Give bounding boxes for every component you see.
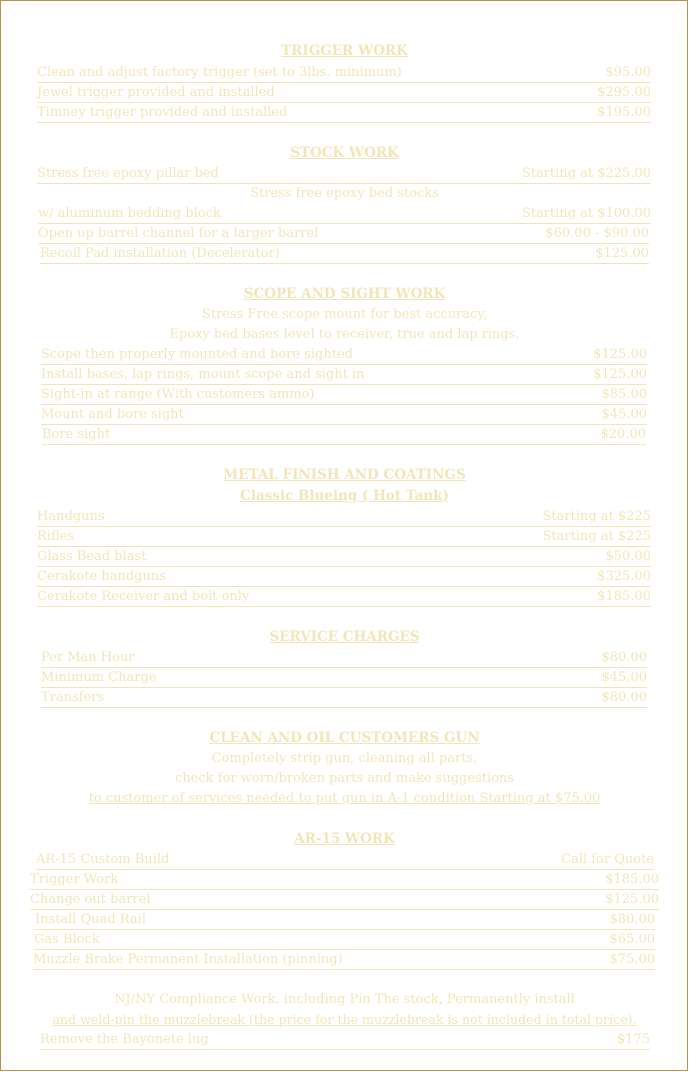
price-row (35, 911, 655, 930)
scope-description-line: Epoxy bed bases level to receiver, true and lap rings, (169, 327, 520, 342)
metal-finish-heading: METAL FINISH AND COATINGS (223, 467, 466, 483)
item-label: Per Man Hour (41, 650, 135, 665)
price-row (41, 386, 647, 405)
item-label: Open up barrel channel for a larger barrel (38, 226, 319, 241)
price-row (36, 851, 654, 870)
item-price: $185.00 (605, 872, 659, 887)
price-row (38, 225, 649, 244)
item-label: Jewel trigger provided and installed (37, 85, 275, 100)
price-row (38, 205, 651, 224)
item-price: $195.00 (597, 105, 651, 120)
price-row (41, 406, 647, 425)
compliance-description-line: and weld-pin the muzzlebreak (the price for the muzzlebreak is not included in total price). (52, 1012, 637, 1027)
item-price: $65.00 (609, 932, 655, 947)
price-row (40, 1031, 650, 1050)
item-label: Stress free epoxy pillar bed (37, 166, 219, 181)
price-row (41, 649, 647, 668)
item-label: Muzzle Brake Permanent Installation (pinning) (33, 952, 343, 967)
price-row (34, 931, 655, 950)
item-price: Starting at $100.00 (521, 206, 651, 221)
metal-finish-subtitle: Classic Blueing ( Hot Tank) (240, 488, 449, 504)
price-row (37, 548, 651, 567)
item-price: $295.00 (597, 85, 651, 100)
service-charges-heading: SERVICE CHARGES (269, 629, 420, 645)
item-label: Mount and bore sight (41, 407, 184, 422)
item-price: $125.00 (605, 892, 659, 907)
price-row (41, 669, 647, 688)
item-label: Remove the Bayonete lug (40, 1032, 209, 1047)
item-price: $125.00 (593, 367, 647, 382)
item-label: Timney trigger provided and installed (37, 105, 288, 120)
price-row (41, 346, 647, 365)
item-price: Starting at $225 (542, 509, 651, 524)
price-row (37, 528, 651, 547)
item-label: Scope then properly mounted and bore sighted (41, 347, 353, 362)
item-label: Cerakote Receiver and bolt only (37, 589, 250, 604)
price-row (37, 64, 651, 83)
item-label: AR-15 Custom Build (36, 852, 170, 867)
item-price: Starting at $225 (542, 529, 651, 544)
item-price: $325.00 (597, 569, 651, 584)
price-row (33, 951, 655, 970)
item-label: Transfers (41, 690, 105, 705)
price-row (40, 245, 649, 264)
ar15-work-heading: AR-15 WORK (294, 831, 395, 847)
clean-oil-heading: CLEAN AND OIL CUSTOMERS GUN (209, 730, 480, 746)
price-row (37, 84, 651, 103)
item-price: $125.00 (593, 347, 647, 362)
price-row (37, 165, 651, 184)
clean-description-line: to customer of services needed to put gun in A-1 condition Starting at $75.00 (88, 791, 601, 806)
item-label: w/ aluminum bedding block (38, 206, 221, 221)
clean-description-line: check for worn/broken parts and make suggestions (175, 771, 514, 786)
price-row (42, 426, 646, 445)
item-price: $80.00 (601, 690, 647, 705)
price-row (30, 871, 659, 890)
item-label: Trigger Work (30, 872, 119, 887)
item-price: $175 (616, 1032, 650, 1047)
compliance-description-line: NJ/NY Compliance Work, including Pin The stock, Permanently install (114, 992, 575, 1007)
price-row (37, 104, 651, 123)
item-price: $50.00 (605, 549, 651, 564)
item-price: $80.00 (609, 912, 655, 927)
item-price: $20.00 (600, 427, 646, 442)
item-price: $45.00 (601, 407, 647, 422)
stock-work-heading: STOCK WORK (290, 145, 399, 161)
price-row (37, 568, 651, 587)
scope-description-line: Stress Free scope mount for best accuracy, (201, 307, 488, 322)
stock-subtitle: Stress free epoxy bed stocks (250, 186, 439, 201)
item-label: Recoil Pad installation (Decelerator) (40, 246, 280, 261)
item-label: Minimum Charge (41, 670, 157, 685)
item-label: Cerakote handguns (37, 569, 166, 584)
item-price: $185.00 (597, 589, 651, 604)
trigger-work-heading: TRIGGER WORK (281, 43, 408, 59)
item-price: $45.00 (601, 670, 647, 685)
item-price: $95.00 (605, 65, 651, 80)
item-label: Bore sight (42, 427, 111, 442)
price-row (30, 891, 659, 910)
item-label: Install Quad Rail (35, 912, 146, 927)
price-row (41, 689, 647, 708)
item-price: $125.00 (595, 246, 649, 261)
item-price: Call for Quote (561, 852, 654, 867)
clean-description-line: Completely strip gun, cleaning all parts, (211, 751, 478, 766)
price-row (37, 508, 651, 527)
item-label: Change out barrel (30, 892, 151, 907)
item-price: $85.00 (601, 387, 647, 402)
price-row (37, 588, 651, 607)
item-price: Starting at $225.00 (521, 166, 651, 181)
item-label: Install bases, lap rings, mount scope and sight in (41, 367, 365, 382)
item-price: $60.00 - $90.00 (545, 226, 649, 241)
item-label: Rifles (37, 529, 74, 544)
item-label: Sight-in at range (With customers ammo) (41, 387, 315, 402)
scope-work-heading: SCOPE AND SIGHT WORK (243, 286, 446, 302)
item-price: $75.00 (609, 952, 655, 967)
item-label: Glass Bead blast (37, 549, 147, 564)
item-price: $80.00 (601, 650, 647, 665)
item-label: Handguns (37, 509, 105, 524)
price-row (41, 366, 647, 385)
item-label: Gas Block (34, 932, 100, 947)
item-label: Clean and adjust factory trigger (set to 3lbs. minimum) (37, 65, 402, 80)
